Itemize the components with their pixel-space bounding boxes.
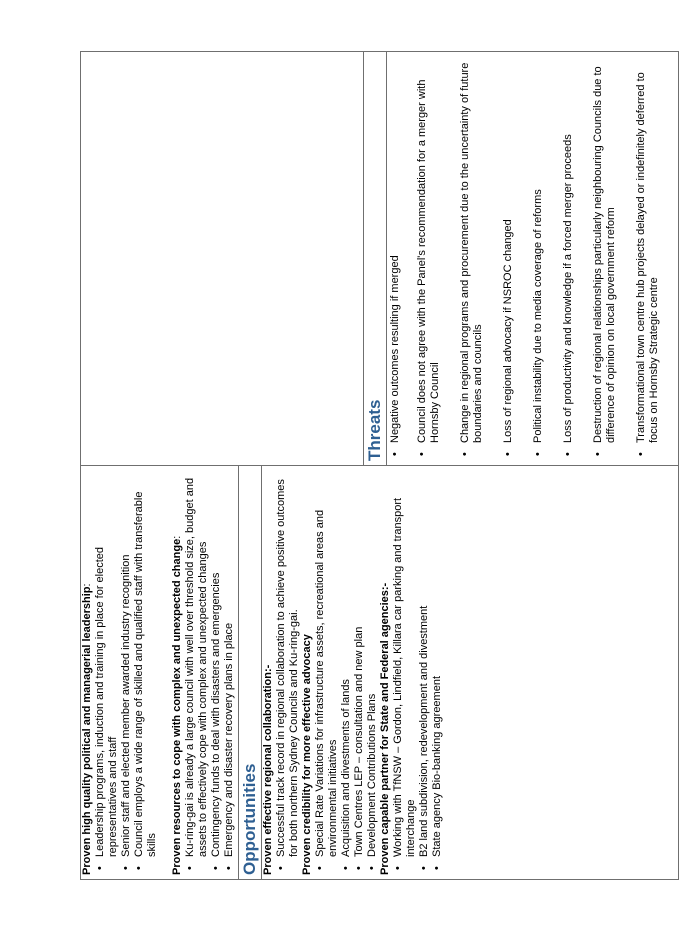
- strength-group-suffix: :: [81, 583, 93, 587]
- list-item: • Special Rate Variations for infrastructure assets, recreational areas and environmental initiatives: [314, 470, 340, 857]
- strength-group-leadership: [81, 470, 159, 875]
- list-item: • Development Contributions Plans: [366, 470, 379, 857]
- strength-group-suffix: :: [171, 535, 183, 539]
- list-item: • Change in regional programs and procurement due to the uncertainty of future boundaries and councils: [459, 56, 485, 443]
- list-item: • Loss of productivity and knowledge if a forced merger proceeds: [562, 56, 575, 443]
- list-item: • Ku-ring-gai is already a large council with well over threshold size, budget and assets to effectively cope with complex and unexpected changes: [184, 470, 210, 857]
- opportunities-heading: Opportunities: [240, 763, 259, 875]
- right-column: [81, 52, 679, 466]
- blank-area: [81, 56, 363, 461]
- left-column: [81, 466, 679, 880]
- list-item: • Political instability due to media coverage of reforms: [532, 56, 545, 443]
- list-item: • Loss of regional advocacy if NSROC changed: [502, 56, 515, 443]
- rotated-content: [80, 62, 660, 880]
- list-item: • Council employs a wide range of skilled and qualified staff with transferable skills: [133, 470, 159, 857]
- opportunity-list: [275, 470, 301, 875]
- list-item: • Emergency and disaster recovery plans in place: [223, 470, 236, 857]
- strength-group-title: Proven high quality political and managerial leadership: [81, 586, 93, 875]
- strength-group-title: Proven resources to cope with complex and unexpected change: [171, 538, 183, 875]
- list-item: • Working with TfNSW – Gordon, Lindfield, Killara car parking and transport interchange: [392, 470, 418, 857]
- opportunities-section: [262, 470, 444, 875]
- swot-table: [80, 51, 679, 880]
- list-item: • Transformational town centre hub projects delayed or indefinitely deferred to focus on Hornsby Strategic centre: [635, 56, 661, 443]
- opportunity-group-title: Proven credibility for more effective advocacy: [301, 634, 313, 875]
- strengths-section: [81, 470, 236, 875]
- threats-heading: Threats: [365, 399, 384, 461]
- list-item: • Acquisition and divestments of lands: [340, 470, 353, 857]
- list-item: • Leadership programs, induction and training in place for elected representatives and staff: [94, 470, 120, 857]
- list-item: • B2 land subdivision, redevelopment and divestment: [418, 470, 431, 857]
- list-item: • Town Centres LEP – consultation and new plan: [353, 470, 366, 857]
- opportunity-list: [392, 470, 444, 875]
- list-item: • Destruction of regional relationships particularly neighbouring Councils due to difference of opinion on local government reform: [592, 56, 618, 443]
- list-item: • Negative outcomes resulting if merged: [389, 56, 402, 443]
- list-item: • Successful track record in regional collaboration to achieve positive outcomes for both northern Sydney Councils and Ku-ring-gai.: [275, 470, 301, 857]
- threat-list: [389, 56, 661, 461]
- opportunity-group-title: Proven effective regional collaboration:-: [262, 664, 274, 875]
- strength-group-resources: [171, 470, 236, 875]
- strength-list: [94, 470, 159, 875]
- list-item: • Senior staff and elected member awarded industry recognition: [120, 470, 133, 857]
- strength-list: [184, 470, 236, 875]
- list-item: • Contingency funds to deal with disasters and emergencies: [210, 470, 223, 857]
- list-item: • State agency Bio-banking agreement: [431, 470, 444, 857]
- opportunity-list: [314, 470, 379, 875]
- opportunity-group-title: Proven capable partner for State and Federal agencies:-: [379, 582, 391, 875]
- list-item: • Council does not agree with the Panel's recommendation for a merger with Hornsby Council: [416, 56, 442, 443]
